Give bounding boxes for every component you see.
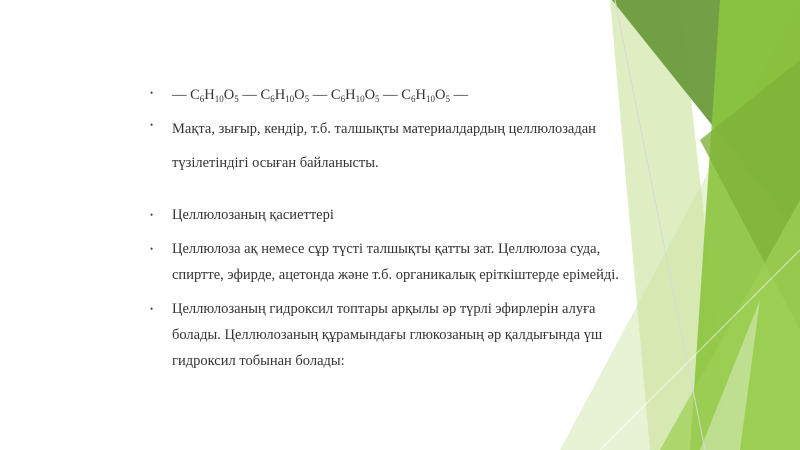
bullet-text: Целлюлозаның гидроксил топтары арқылы әр түрлі эфирлерін алуға болады. Целлюлозаның құрамындағы глюкозаның әр қалдығында үш гидроксил тобынан болады:	[172, 301, 603, 369]
bullet-physical-properties	[150, 236, 620, 288]
slide-content	[150, 80, 620, 374]
cellulose-formula: — $C_6H_{10}O_5$ — $C_6H_{10}O_5$ — $C_6H_{10}O_5$ — $C_6H_{10}O_5$ —	[172, 87, 469, 104]
bullet-marker: •	[150, 120, 154, 130]
formula-bullet	[150, 80, 620, 110]
bullet-marker: •	[150, 304, 154, 314]
bullet-text: Мақта, зығыр, кендір, т.б. талшықты материалдардың целлюлозадан түзілетіндігі осыған байланысты.	[172, 121, 596, 171]
bullet-marker: •	[150, 88, 154, 98]
bullet-text: Целлюлоза ақ немесе сұр түсті талшықты қатты зат. Целлюлоза суда, спиртте, эфирде, ацетонда және т.б. органикалық еріткіштерде ерімейді.	[172, 241, 619, 283]
bullet-text: Целлюлозаның қасиеттері	[172, 207, 334, 223]
bullet-hydroxyl-groups	[150, 296, 620, 374]
bullet-fiber-materials	[150, 112, 620, 180]
bullet-marker: •	[150, 244, 154, 254]
bullet-marker: •	[150, 210, 154, 220]
bullet-properties-heading	[150, 202, 620, 228]
